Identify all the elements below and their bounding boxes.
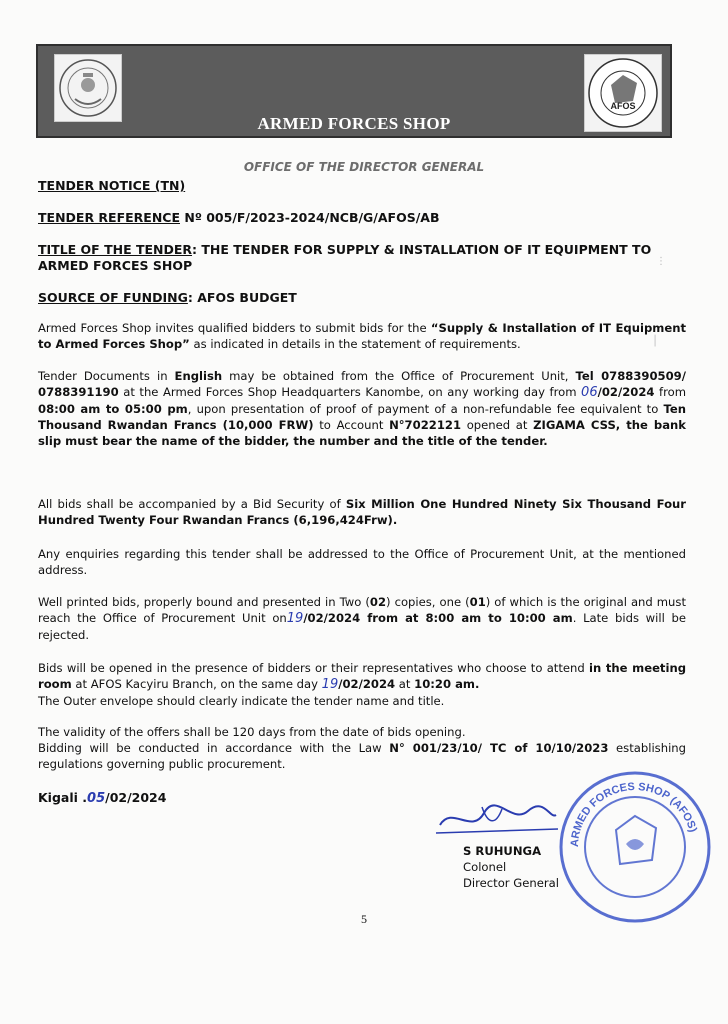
tender-title-label: TITLE OF THE TENDER [38,242,193,257]
p2-text-a: Tender Documents in [38,369,175,383]
tender-title-value-2: ARMED FORCES SHOP [38,258,193,273]
p6-handwritten-day: 19 [321,677,339,692]
p7-validity: The validity of the offers shall be 120 days from the date of bids opening. [38,725,466,739]
paragraph-opening [38,660,686,709]
p5-text-i: . Late bids will be rejected. [38,611,686,642]
paragraph-enquiries: Any enquiries regarding this tender shall be addressed to the Office of Procurement Unit, at the mentioned address. [38,547,686,577]
tender-notice-heading [38,178,185,193]
paragraph-submission [38,594,686,643]
tender-reference-label: TENDER REFERENCE [38,210,180,225]
page-number: 5 [361,912,367,926]
signing-date [38,790,166,806]
p2-text-h: from [654,385,686,399]
p6-location: in the meeting room [38,661,686,691]
afos-logo [584,54,662,132]
bleed-through-mark: │ [652,336,659,347]
banner-title: ARMED FORCES SHOP [257,114,451,133]
tender-reference-value: Nº 005/F/2023-2024/NCB/G/AFOS/AB [184,210,440,225]
p2-bank: ZIGAMA CSS, the bank slip must bear the name of the bidder, the number and the title of the tender. [38,418,686,448]
paragraph-invitation [38,320,686,352]
afos-logo-center-text: AFOS [610,101,636,111]
office-heading: OFFICE OF THE DIRECTOR GENERAL [243,160,485,174]
date-handwritten-day: 05 [87,791,106,806]
p6-text-a: Bids will be opened in the presence of bidders or their representatives who choose to attend [38,661,590,675]
p2-date: /02/2024 [597,385,655,399]
p2-text-b: English [174,369,223,383]
p5-text-a: Well printed bids, properly bound and presented in Two ( [38,595,370,609]
p6-time: 10:20 am. [414,677,480,691]
p5-handwritten-day: 19 [286,611,304,626]
p2-text-j: , upon presentation of proof of payment of a non-refundable fee equivalent to [187,402,664,416]
signatory-block [463,843,559,891]
signatory-rank: Colonel [463,860,507,874]
funding-value: : AFOS BUDGET [187,290,297,305]
p5-deadline: 10:00 am [508,611,573,625]
p5-copies: 02 [369,595,387,609]
p2-text-c: may be obtained from the Office of Procurement Unit, [222,369,576,383]
p5-text-e: ) of which is the original and must reach the Office of Procurement Unit on [38,595,686,625]
tender-title [38,242,678,274]
p5-text-c: ) copies, one ( [386,595,470,609]
tender-title-value: : THE TENDER FOR SUPPLY & INSTALLATION OF IT EQUIPMENT TO [192,242,652,257]
p2-fee: Ten Thousand Rwandan Francs (10,000 FRW) [38,402,686,432]
p2-text-n: opened at [461,418,534,432]
p7-text-b: Bidding will be conducted in accordance with the Law [38,741,390,755]
p1-text-a: Armed Forces Shop invites qualified bidders to submit bids for the [38,321,431,335]
p2-text-e: at the Armed Forces Shop Headquarters Kanombe, on any working day from [118,385,582,399]
signatory-role: Director General [463,876,559,890]
signatory-name: S RUHUNGA [463,844,542,858]
date-suffix: /02/2024 [105,790,167,805]
p2-hours: 08:00 am to 05:00 pm [38,402,188,416]
p6-envelope-note: The Outer envelope should clearly indicate the tender name and title. [38,694,445,708]
p2-account: N°7022121 [389,418,462,432]
p2-text-l: to Account [313,418,390,432]
date-prefix: Kigali . [38,790,88,805]
bleed-through-mark: ⋮ [656,256,666,267]
p6-text-f: at [395,677,415,691]
handwritten-signature [432,795,562,845]
p3-text-a: All bids shall be accompanied by a Bid Security of [38,497,346,511]
p5-date: /02/2024 from at 8:00 am to [303,611,509,625]
official-stamp [556,768,714,926]
p2-handwritten-day: 06 [581,385,598,400]
p6-date: /02/2024 [338,677,396,691]
p3-amount: Six Million One Hundred Ninety Six Thousand Four Hundred Twenty Four Rwandan Francs (6,196,424Frw). [38,497,687,527]
p7-text-d: establishing regulations governing public procurement. [38,741,686,771]
p6-text-c: at AFOS Kacyiru Branch, on the same day [71,677,322,691]
source-of-funding [38,290,297,305]
stamp-text: ARMED FORCES SHOP (AFOS) [568,780,699,848]
funding-label: SOURCE OF FUNDING [38,290,188,305]
p1-text-b: “Supply & Installation of IT Equipment to Armed Forces Shop” [38,321,686,351]
rwanda-seal-logo [54,54,122,122]
tender-notice-label: TENDER NOTICE (TN) [38,178,186,193]
header-banner [36,44,672,138]
p7-law: N° 001/23/10/ TC of 10/10/2023 [389,741,609,755]
p5-original: 01 [469,595,486,609]
paragraph-documents [38,368,686,449]
tender-reference [38,210,439,225]
paragraph-validity [38,724,686,772]
p1-text-c: as indicated in details in the statement of requirements. [189,337,521,351]
p2-phone: Tel 0788390509/ 0788391190 [38,369,686,399]
paragraph-bid-security [38,496,686,528]
